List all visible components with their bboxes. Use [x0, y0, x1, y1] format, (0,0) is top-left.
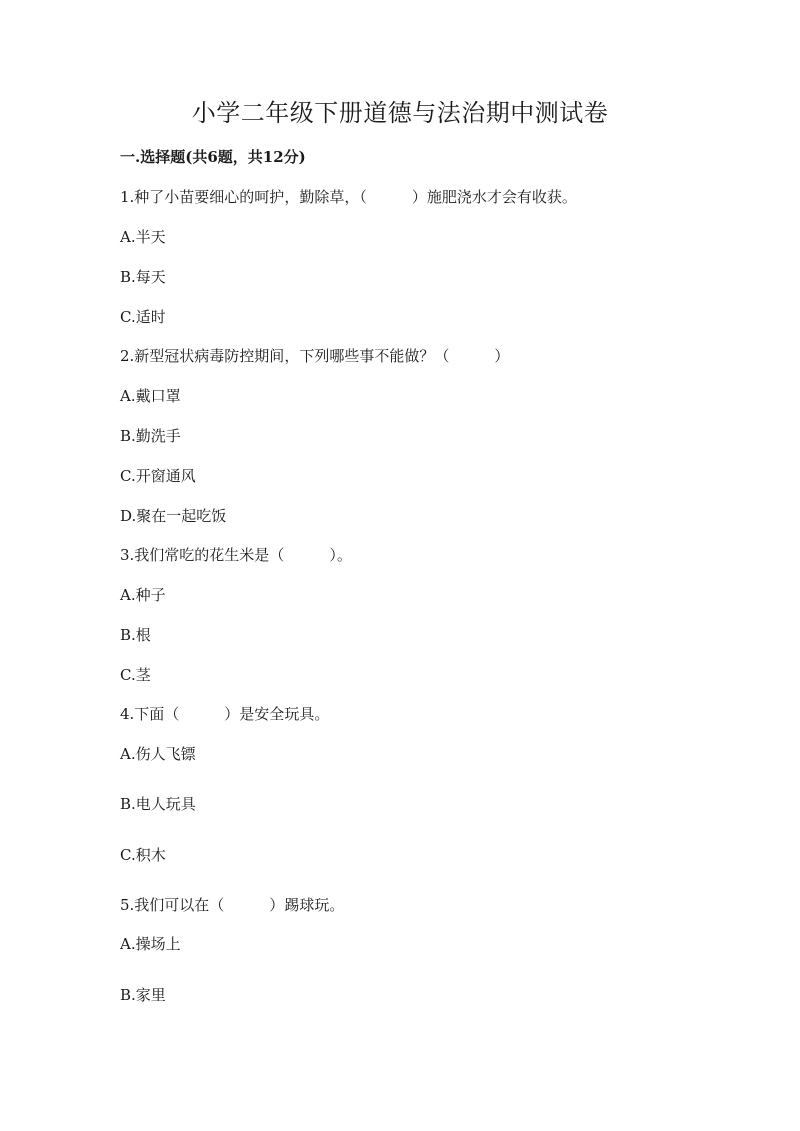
question-5-option-a: A.操场上	[120, 935, 181, 953]
question-5-option-b: B.家里	[120, 986, 166, 1004]
question-1-option-a: A.半天	[120, 228, 166, 246]
section-heading: 一.选择题(共6题，共12分)	[120, 148, 306, 166]
question-3-option-a: A.种子	[120, 586, 166, 604]
question-1-option-b: B.每天	[120, 268, 166, 286]
question-2-option-c: C.开窗通风	[120, 467, 196, 485]
question-1-option-c: C.适时	[120, 308, 166, 326]
question-4-option-a: A.伤人飞镖	[120, 745, 196, 763]
page-title: 小学二年级下册道德与法治期中测试卷	[191, 99, 609, 127]
question-2-option-a: A.戴口罩	[120, 387, 181, 405]
question-2-option-b: B.勤洗手	[120, 427, 181, 445]
question-2-stem: 2.新型冠状病毒防控期间，下列哪些事不能做？（ ）	[120, 347, 510, 365]
question-4-option-b: B.电人玩具	[120, 795, 196, 813]
question-4-stem: 4.下面（ ）是安全玩具。	[120, 705, 330, 723]
question-2-option-d: D.聚在一起吃饭	[120, 507, 227, 525]
question-3-stem: 3.我们常吃的花生米是（ ）。	[120, 546, 352, 564]
question-1-stem: 1.种了小苗要细心的呵护，勤除草，（ ）施肥浇水才会有收获。	[120, 188, 577, 206]
question-4-option-c: C.积木	[120, 846, 166, 864]
question-3-option-b: B.根	[120, 626, 151, 644]
question-5-stem: 5.我们可以在（ ）踢球玩。	[120, 896, 345, 914]
question-3-option-c: C.茎	[120, 666, 151, 684]
